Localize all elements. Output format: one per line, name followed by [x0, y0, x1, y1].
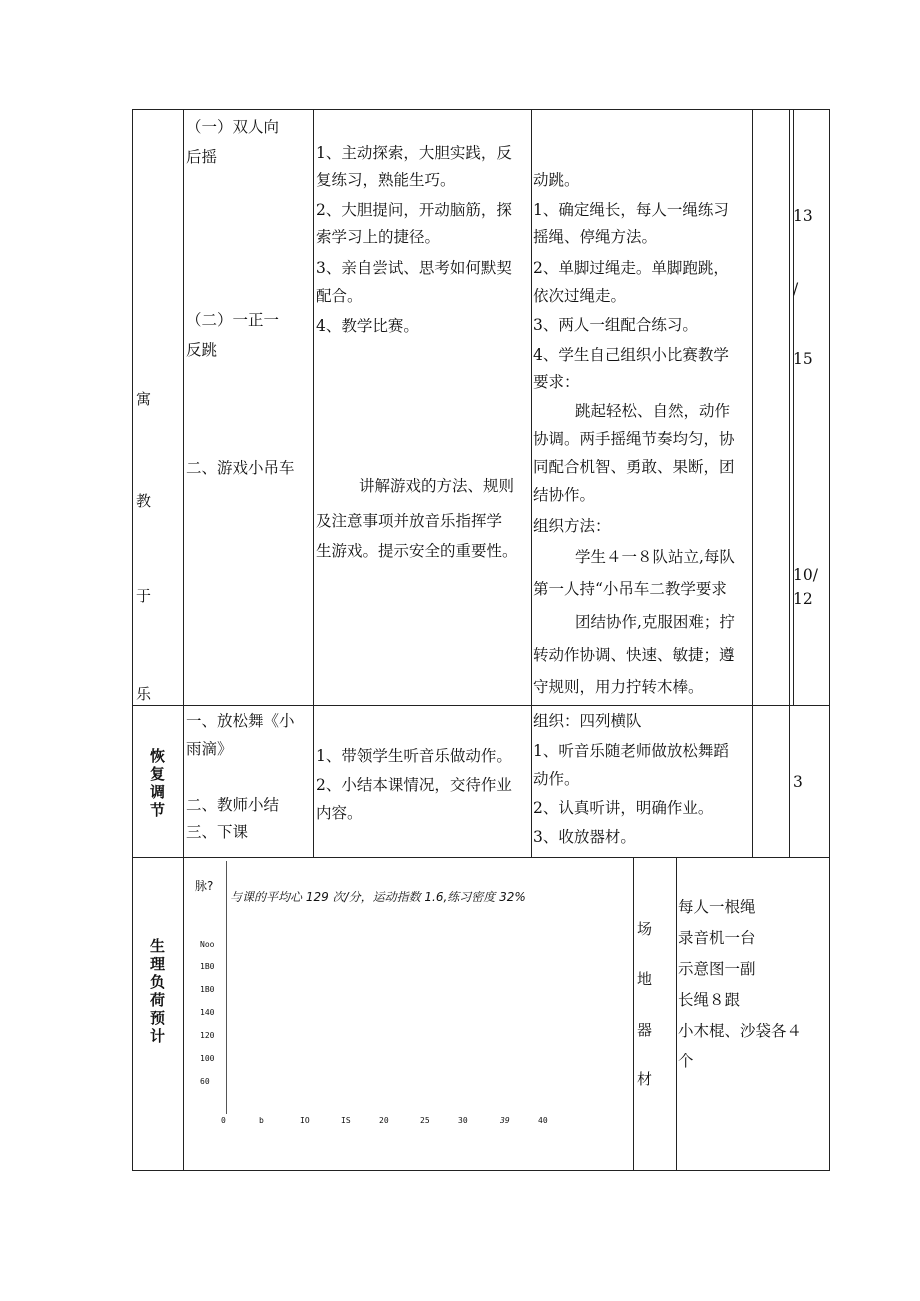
student-line: 跳起轻松、自然，动作	[575, 402, 731, 420]
content-line: 二、游戏小吊车	[186, 459, 295, 477]
venue-char: 场	[637, 920, 653, 938]
equipment-line: 长绳８跟	[678, 991, 741, 1009]
x-tick-label: b	[259, 1116, 264, 1125]
section2-side-char: 节	[150, 801, 166, 819]
teacher-line: 2、小结本课情况，交待作业	[316, 776, 512, 794]
section3-side-char: 计	[150, 1027, 166, 1045]
section2-side-char: 调	[150, 783, 166, 801]
teacher-line: 索学习上的捷径。	[316, 228, 441, 246]
student-line: 1、确定绳长，每人一绳练习	[533, 201, 729, 219]
equipment-line: 录音机一台	[678, 929, 756, 947]
col-divider-4	[752, 109, 753, 858]
col-divider-5b	[793, 109, 794, 705]
section2-time-value: 3	[793, 773, 803, 791]
section3-side-char: 生	[150, 937, 166, 955]
section1-side-char: 教	[136, 492, 152, 510]
student-line: 学生４一８队站立,每队	[575, 548, 735, 566]
content-line: 二、教师小结	[186, 796, 280, 814]
student-line: 守规则，用力拧转木棒。	[533, 678, 704, 696]
table-bottom-border	[132, 1170, 829, 1171]
teacher-line: 1、带领学生听音乐做动作。	[316, 747, 512, 765]
student-line: 摇绳、停绳方法。	[533, 228, 658, 246]
col-divider-venue-right	[676, 857, 677, 1171]
y-tick-label: 100	[200, 1054, 215, 1063]
x-tick-label: 39	[500, 1116, 510, 1125]
content-line: 反跳	[186, 341, 218, 359]
y-tick-label: 1Β0	[200, 962, 215, 971]
chart-y-axis	[226, 861, 227, 1114]
chart-ylabel: 脉?	[195, 879, 214, 893]
content-line: 后摇	[186, 148, 218, 166]
x-tick-label: 0	[221, 1116, 226, 1125]
student-line: 同配合机智、勇敢、果断，团	[533, 458, 735, 476]
section3-side-char: 预	[150, 1009, 166, 1027]
student-line: 2、单脚过绳走。单脚跑跳，	[533, 259, 729, 277]
section2-side-char: 恢	[150, 747, 166, 765]
time-value: 12	[793, 590, 813, 608]
section1-side-char: 于	[136, 587, 152, 605]
section3-side-char: 荷	[150, 991, 166, 1009]
x-tick-label: IO	[300, 1116, 310, 1125]
student-line: 依次过绳走。	[533, 287, 627, 305]
x-tick-label: 40	[538, 1116, 548, 1125]
equipment-line: 个	[678, 1052, 694, 1070]
section3-side-char: 负	[150, 973, 166, 991]
student-line: 组织：四列横队	[533, 712, 642, 730]
teacher-line: 及注意事项并放音乐指挥学	[316, 512, 503, 530]
teacher-line: 内容。	[316, 804, 363, 822]
student-line: 4、学生自己组织小比赛教学	[533, 346, 729, 364]
student-line: 2、认真听讲，明确作业。	[533, 799, 714, 817]
student-line: 团结协作,克服困难；拧	[575, 613, 735, 631]
y-tick-label: 140	[200, 1008, 215, 1017]
col-divider-venue-left	[633, 857, 634, 1171]
student-line: 结协作。	[533, 486, 596, 504]
x-tick-label: 20	[379, 1116, 389, 1125]
teacher-line: 3、亲自尝试、思考如何默契	[316, 259, 512, 277]
content-line: 一、放松舞《小	[186, 712, 295, 730]
time-value: 10/	[793, 566, 818, 584]
section3-side-char: 理	[150, 955, 166, 973]
section2-side-char: 复	[150, 765, 166, 783]
content-line: 三、下课	[186, 823, 249, 841]
teacher-line: 配合。	[316, 287, 363, 305]
content-line: （二）一正一	[186, 311, 280, 329]
equipment-line: 每人一根绳	[678, 898, 756, 916]
teacher-line: 1、主动探索，大胆实践，反	[316, 144, 512, 162]
section1-side-char: 乐	[136, 685, 152, 703]
teacher-line: 2、大胆提问，开动脑筋，探	[316, 201, 512, 219]
teacher-line: 讲解游戏的方法、规则	[359, 477, 515, 495]
col-divider-1	[183, 109, 184, 1171]
student-line: 协调。两手摇绳节奏均匀，协	[533, 430, 735, 448]
x-tick-label: 30	[458, 1116, 468, 1125]
x-tick-label: IS	[341, 1116, 351, 1125]
row-divider-2	[132, 857, 829, 858]
venue-char: 地	[637, 970, 653, 988]
student-line: 第一人持“小吊车二教学要求	[533, 580, 727, 598]
student-line: 要求：	[533, 373, 580, 391]
x-tick-label: 25	[420, 1116, 430, 1125]
student-line: 1、听音乐随老师做放松舞蹈	[533, 742, 729, 760]
col-divider-3	[531, 109, 532, 858]
time-value: /	[793, 280, 799, 298]
teacher-line: 生游戏。提示安全的重要性。	[316, 542, 518, 560]
venue-char: 材	[637, 1070, 653, 1088]
col-divider-5	[789, 109, 790, 858]
student-line: 3、两人一组配合练习。	[533, 316, 698, 334]
y-tick-label: 1Β0	[200, 985, 215, 994]
teacher-line: 复练习，熟能生巧。	[316, 171, 456, 189]
time-value: 13	[793, 207, 813, 225]
equipment-line: 小木棍、沙袋各４	[678, 1022, 803, 1040]
y-tick-label: 120	[200, 1031, 215, 1040]
table-right-border	[829, 109, 830, 1171]
col-divider-2	[313, 109, 314, 858]
content-line: （一）双人向	[186, 118, 280, 136]
time-value: 15	[793, 350, 813, 368]
y-tick-label: Noo	[200, 940, 215, 949]
student-line: 转动作协调、快速、敏捷；遵	[533, 646, 735, 664]
table-top-border	[132, 109, 829, 110]
student-line: 3、收放器材。	[533, 828, 636, 846]
student-line: 动作。	[533, 770, 580, 788]
venue-char: 器	[637, 1021, 653, 1039]
equipment-line: 示意图一副	[678, 960, 756, 978]
y-tick-label: 60	[200, 1077, 210, 1086]
chart-caption: 与课的平均心 129 次/分，运动指数 1.6,练习密度 32%	[230, 890, 526, 904]
student-line: 组织方法：	[533, 517, 611, 535]
section1-side-char: 寓	[136, 390, 152, 408]
content-line: 雨滴》	[186, 740, 233, 758]
table-left-border	[132, 109, 133, 1171]
student-line: 动跳。	[533, 171, 580, 189]
teacher-line: 4、教学比赛。	[316, 317, 419, 335]
